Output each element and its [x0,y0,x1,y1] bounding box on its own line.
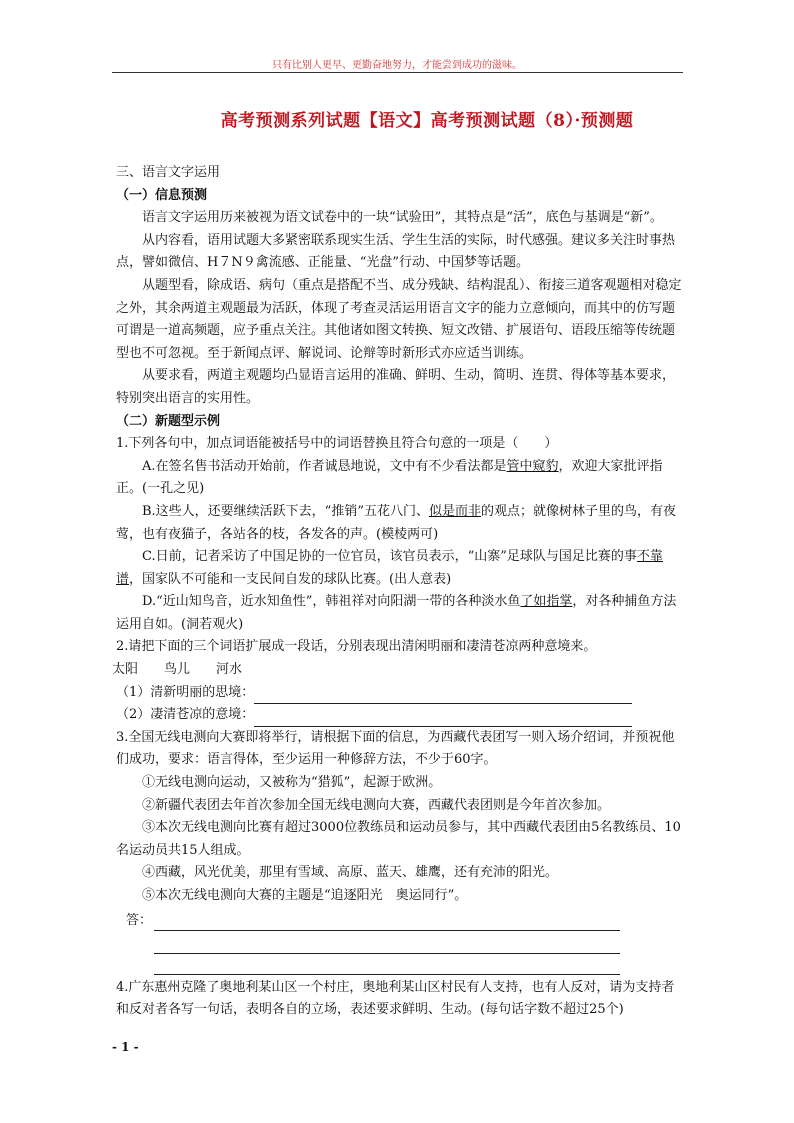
q2-words [112,659,686,682]
q3-item: ②新疆代表团去年首次参加全国无线电测向大赛，西藏代表团则是今年首次参加。 [142,797,611,813]
part1-paragraph: 从内容看，语用试题大多紧密联系现实生活、学生生活的实际，时代感强。建议多关注时事热点，譬如微信、H７N９禽流感、正能量、“光盘”行动、中国梦等话题。 [116,232,676,271]
q3-item: ①无线电测向运动，又被称为“猎狐”，起源于欧洲。 [142,775,442,791]
q3-answer-line[interactable] [154,931,620,954]
part1-paragraph: 从要求看，两道主观题均凸显语言运用的准确、鲜明、生动，简明、连贯、得体等基本要求，特别突出语言的实用性。 [116,368,676,406]
q1-b-underlined: 似是而非 [428,503,481,519]
q1-option-b: B.这些人，还要继续活跃下去，“推销”五花八门、似是而非的观点；就像树林子里的鸟，有夜莺，也有夜猫子，各站各的枝，各发各的声。(模棱两可) [116,503,677,542]
q3-answer-line[interactable] [154,908,620,931]
part1-paragraph: 从题型看，除成语、病句（重点是搭配不当、成分残缺、结构混乱）、衔接三道客观题相对稳定之外，其余两道主观题最为活跃，体现了考查灵活运用语言文字的能力立意倾向，而其中的仿写题可谓是一道高频题，应予重点关注。其他诸如图文转换、短文改错、扩展语句、语段压缩等传统题型也不可忽视。至于新闻点评、解说词、论辩等时新形式亦应适当训练。 [116,277,682,361]
q3-item: ④西藏，风光优美，那里有雪域、高原、蓝天、雄鹰，还有充沛的阳光。 [142,865,559,881]
q2-line-1: （1）清新明丽的思境： [116,682,686,705]
q3-item: ③本次无线电测向比赛有超过3000位教练员和运动员参与，其中西藏代表团由5名教练员、10名运动员共15人组成。 [116,820,681,858]
header-divider [112,72,683,73]
q1-option-c: C.日前，记者采访了中国足协的一位官员，该官员表示，“山寨”足球队与国足比赛的事不靠谱，国家队不可能和一支民间自发的球队比赛。(出人意表) [116,549,663,587]
section-heading: 三、语言文字运用 [116,165,221,180]
q1-a-underlined: 管中窥豹 [506,458,559,474]
q2-word: 鸟儿 [164,662,191,678]
q3-item: ⑤本次无线电测向大赛的主题是“追逐阳光 奥运同行”。 [142,888,468,903]
q2-word: 太阳 [112,662,139,678]
q1-option-a: A.在签名售书活动开始前，作者诚恳地说，文中有不少看法都是管中窥豹，欢迎大家批评指正。(一孔之见) [116,458,663,497]
q2-word: 河水 [216,662,243,678]
document-body [112,162,686,1022]
part2-heading: （二）新题型示例 [116,413,221,429]
q2-stem: 2.请把下面的三个词语扩展成一段话，分别表现出清闲明丽和凄清苍凉两种意境来。 [116,639,597,655]
q2-answer-blank-1[interactable] [254,688,632,704]
document-title: 高考预测系列试题【语文】高考预测试题（8）·预测题 [220,111,634,131]
q3-answer-area [116,908,686,975]
q2-answer-blank-2[interactable] [254,711,632,727]
q1-option-d: D.“近山知鸟音，近水知鱼性”，韩祖祥对向阳湖一带的各种淡水鱼了如指掌，对各种捕鱼方法运用自如。(洞若观火) [116,594,677,632]
part1-heading: （一）信息预测 [116,187,208,203]
q3-stem: 3.全国无线电测向大赛即将举行，请根据下面的信息，为西藏代表团写一则入场介绍词，并预祝他们成功，要求：语言得体，至少运用一种修辞方法，不少于60字。 [116,729,675,768]
q1-stem: 1.下列各句中，加点词语能被括号中的词语替换且符合句意的一项是（ ） [116,436,558,452]
q1-c-underlined: 不靠谱 [116,549,663,587]
page-header-motto: 只有比别人更早、更勤奋地努力，才能尝到成功的滋味。 [272,60,522,71]
part1-paragraph: 语言文字运用历来被视为语文试卷中的一块“试验田”，其特点是“活”，底色与基调是“新”。 [142,210,663,226]
page-number: - 1 - [112,1040,139,1054]
q1-d-underlined: 了如指掌 [520,594,573,610]
q2-line-2: （2）凄清苍凉的意境： [116,704,686,727]
q3-answer-label: 答： [126,912,153,928]
q4-stem: 4.广东惠州克隆了奥地利某山区一个村庄，奥地利某山区村民有人支持，也有人反对，请为支持者和反对者各写一句话，表明各自的立场，表述要求鲜明、生动。(每句话字数不超过25个) [116,979,675,1018]
q3-answer-line[interactable] [154,954,620,975]
